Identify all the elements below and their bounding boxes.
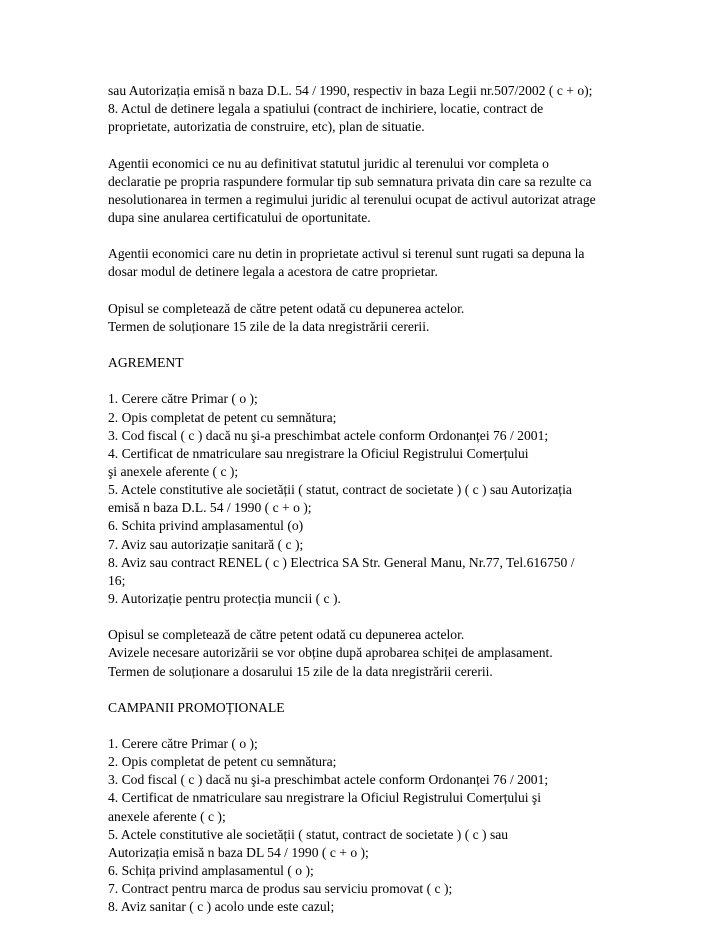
list-item: emisă n baza D.L. 54 / 1990 ( c + o );	[108, 500, 312, 516]
list-item: 3. Cod fiscal ( c ) dacă nu şi-a preschimbat actele conform Ordonanței 76 / 2001;	[108, 427, 549, 443]
text-line: dosar modul de detinere legala a acestora de catre proprietar.	[108, 264, 438, 280]
list-item: 3. Cod fiscal ( c ) dacă nu şi-a preschimbat actele conform Ordonanței 76 / 2001;	[108, 772, 549, 788]
list-item: şi anexele aferente ( c );	[108, 463, 239, 479]
text-line: Termen de soluționare 15 zile de la data nregistrării cererii.	[108, 318, 430, 334]
paragraph-spacer	[108, 282, 628, 300]
text-line: dupa sine anularea certificatului de oportunitate.	[108, 209, 371, 225]
list-item: 6. Schita privind amplasamentul (o)	[108, 518, 304, 534]
list-item: 8. Aviz sau contract RENEL ( c ) Electrica SA Str. General Manu, Nr.77, Tel.616750 /	[108, 554, 575, 570]
paragraph-legal-requirements	[108, 82, 628, 136]
list-item: 2. Opis completat de petent cu semnătura;	[108, 409, 337, 425]
text-line: Agentii economici care nu detin in proprietate activul si terenul sunt rugati sa depuna la	[108, 246, 585, 262]
text-line: sau Autorizația emisă n baza D.L. 54 / 1990, respectiv in baza Legii nr.507/2002 ( c + o);	[108, 83, 593, 98]
section-heading-campanii: CAMPANII PROMOȚIONALE	[108, 699, 285, 715]
paragraph-juridic-statement	[108, 155, 628, 228]
list-item: 9. Autorizație pentru protecția muncii ( c ).	[108, 590, 341, 606]
list-item: 7. Aviz sau autorizație sanitară ( c );	[108, 536, 304, 552]
list-item: 1. Cerere către Primar ( o );	[108, 391, 258, 407]
paragraph-spacer	[108, 608, 628, 626]
list-item: 5. Actele constitutive ale societății ( statut, contract de societate ) ( c ) sau Autorizația	[108, 482, 572, 498]
paragraph-ownership	[108, 245, 628, 281]
text-line: Termen de soluționare a dosarului 15 zile de la data nregistrării cererii.	[108, 663, 493, 679]
list-item: 16;	[108, 572, 126, 588]
list-item: 2. Opis completat de petent cu semnătura;	[108, 754, 337, 770]
text-line: Avizele necesare autorizării se vor obține după aprobarea schiței de amplasament.	[108, 645, 553, 661]
list-item: 5. Actele constitutive ale societății ( statut, contract de societate ) ( c ) sau	[108, 826, 509, 842]
text-line: Opisul se completează de către petent odată cu depunerea actelor.	[108, 627, 465, 643]
text-line: declaratie pe propria raspundere formular tip sub semnatura privata din care sa rezulte ca	[108, 173, 592, 189]
list-item: anexele aferente ( c );	[108, 808, 226, 824]
agrement-requirements-list	[108, 390, 628, 608]
text-line: Agentii economici ce nu au definitivat statutul juridic al terenului vor completa o	[108, 155, 549, 171]
section-heading-agrement: AGREMENT	[108, 355, 184, 371]
list-item: 8. Aviz sanitar ( c ) acolo unde este cazul;	[108, 899, 335, 915]
text-line: nesolutionarea in termen a regimului juridic al terenului ocupat de activul autorizat atrage	[108, 191, 596, 207]
paragraph-opis-note	[108, 300, 628, 336]
text-line: proprietate, autorizatia de construire, etc), plan de situatie.	[108, 119, 425, 135]
list-item: 4. Certificat de nmatriculare sau nregistrare la Oficiul Registrului Comerțului	[108, 445, 529, 461]
campanii-requirements-list	[108, 735, 628, 916]
list-item: 6. Schița privind amplasamentul ( o );	[108, 863, 314, 879]
paragraph-spacer	[108, 136, 628, 154]
paragraph-spacer	[108, 336, 628, 354]
paragraph-spacer	[108, 717, 628, 735]
paragraph-spacer	[108, 681, 628, 699]
list-item: 7. Contract pentru marca de produs sau serviciu promovat ( c );	[108, 881, 453, 897]
list-item: 4. Certificat de nmatriculare sau nregistrare la Oficiul Registrului Comerțului şi	[108, 790, 541, 806]
document-body	[108, 82, 628, 916]
paragraph-agrement-notes	[108, 626, 628, 680]
list-item: Autorizația emisă n baza DL 54 / 1990 ( c + o );	[108, 844, 369, 860]
text-line: Opisul se completează de către petent odată cu depunerea actelor.	[108, 300, 465, 316]
list-item: 1. Cerere către Primar ( o );	[108, 736, 258, 752]
paragraph-spacer	[108, 372, 628, 390]
paragraph-spacer	[108, 227, 628, 245]
text-line: 8. Actul de detinere legala a spatiului (contract de inchiriere, locatie, contract de	[108, 101, 544, 117]
